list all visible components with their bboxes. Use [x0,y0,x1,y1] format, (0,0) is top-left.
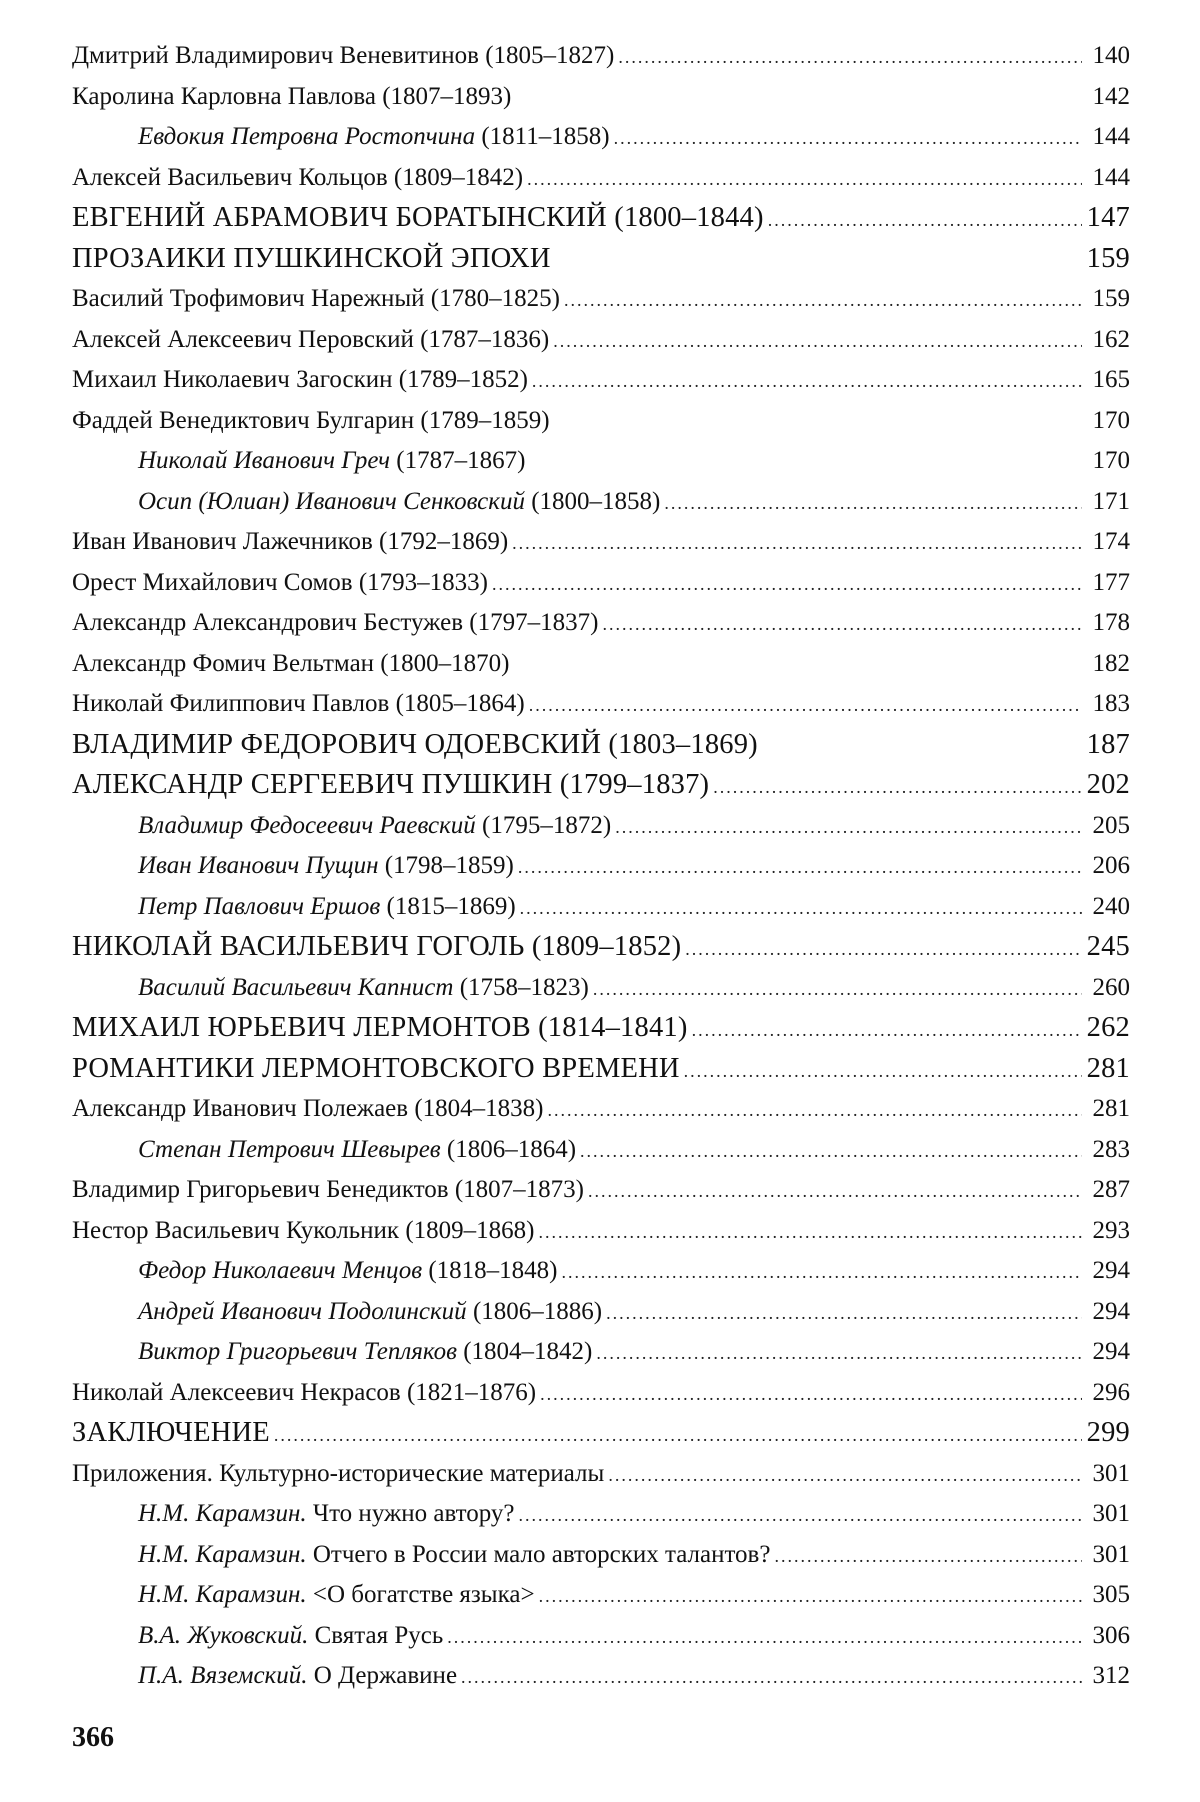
toc-entry [72,1332,1130,1373]
toc-entry-title: ЕВГЕНИЙ АБРАМОВИЧ БОРАТЫНСКИЙ (1800–1844) [72,202,764,233]
toc-entry [72,968,1130,1009]
toc-entry-page: 281 [1086,1052,1130,1084]
toc-entry-title: Иван Иванович Лажечников (1792–1869) [72,528,509,555]
toc-leader-dots [274,1415,1082,1456]
toc-leader-dots [538,1212,1082,1253]
toc-entry [72,1170,1130,1211]
toc-entry-title: Николай Алексеевич Некрасов (1821–1876) [72,1378,537,1406]
toc-entry-title: Алексей Васильевич Кольцов (1809–1842) [72,163,524,191]
toc-entry-page: 171 [1092,487,1130,515]
toc-entry-title [138,1656,457,1697]
toc-entry-page: 178 [1092,609,1130,636]
toc-leader-dots [606,1293,1082,1334]
toc-entry-page: 306 [1092,1621,1130,1649]
toc-entry-page: 301 [1092,1540,1130,1568]
toc-entry-title [138,1575,535,1616]
toc-entry-italic-name: Федор Николаевич Менцов [138,1257,423,1284]
toc-entry-title [138,1251,558,1292]
toc-leader-dots [447,1617,1082,1658]
toc-leader-dots [562,1252,1082,1293]
toc-entry [72,1616,1130,1657]
toc-entry-rest: (1787–1867) [390,447,526,474]
toc-entry-title: АЛЕКСАНДР СЕРГЕЕВИЧ ПУШКИН (1799–1837) [72,769,710,800]
toc-entry [72,1211,1130,1252]
toc-entry-page: 287 [1092,1176,1130,1203]
toc-entry-page: 299 [1086,1417,1130,1448]
toc-entry [72,522,1130,563]
toc-entry-rest: (1818–1848) [422,1257,558,1284]
toc-entry-page: 281 [1092,1095,1130,1122]
toc-entry-page: 162 [1092,325,1130,353]
toc-leader-dots [580,1131,1082,1172]
page-number-folio: 366 [72,1722,114,1753]
toc-entry-title: Каролина Карловна Павлова (1807–1893) [72,82,512,110]
toc-entry-italic-name: Петр Павлович Ершов [138,892,381,920]
toc-entry [72,644,1130,685]
toc-leader-dots [684,1051,1082,1092]
toc-entry-rest: (1795–1872) [475,811,612,839]
toc-entry-page: 159 [1086,242,1130,274]
toc-leader-dots [685,929,1082,970]
toc-entry-rest: (1806–1886) [466,1297,603,1325]
toc-entry-page: 159 [1092,285,1130,312]
toc-entry-italic-name: Николай Иванович Греч [138,447,391,474]
toc-entry-rest: Святая Русь [308,1621,444,1649]
toc-leader-dots [768,200,1082,241]
toc-entry-title [138,968,589,1009]
toc-entry-title [138,806,611,847]
toc-entry [72,1049,1130,1090]
toc-entry-page: 206 [1092,852,1130,879]
toc-entry-page: 147 [1086,202,1130,233]
toc-entry-title [138,887,516,928]
toc-entry-page: 170 [1092,406,1130,434]
toc-leader-dots [618,37,1082,78]
toc-entry-title: Александр Александрович Бестужев (1797–1837) [72,609,599,636]
toc-entry [72,198,1130,239]
toc-leader-dots [529,685,1082,726]
toc-entry [72,401,1130,442]
toc-entry-rest: <О богатстве языка> [306,1581,535,1608]
toc-entry-italic-name: Н.М. Карамзин. [138,1540,307,1568]
toc-leader-dots [461,1657,1082,1698]
toc-entry-italic-name: Осип (Юлиан) Иванович Сенковский [138,487,525,515]
toc-entry-page: 294 [1092,1297,1130,1325]
toc-leader-dots [774,1536,1082,1577]
toc-entry-page: 260 [1092,973,1130,1001]
toc-entry-page: 142 [1092,82,1130,110]
toc-entry-title: Михаил Николаевич Загоскин (1789–1852) [72,366,528,393]
toc-entry [72,1292,1130,1333]
toc-entry-italic-name: Евдокия Петровна Ростопчина [138,123,476,150]
toc-leader-dots [588,1171,1082,1212]
toc-entry [72,36,1130,77]
toc-leader-dots [602,604,1082,645]
toc-entry-page: 187 [1086,728,1130,760]
toc-entry-page: 293 [1092,1216,1130,1244]
toc-entry-title: Дмитрий Владимирович Веневитинов (1805–1827) [72,42,615,69]
toc-entry-page: 305 [1092,1581,1130,1608]
toc-entry-italic-name: Н.М. Карамзин. [138,1581,307,1608]
toc-entry [72,603,1130,644]
table-of-contents [72,36,1130,1697]
toc-entry-page: 240 [1092,892,1130,920]
toc-entry-rest: О Державине [307,1662,458,1689]
toc-entry [72,360,1130,401]
toc-entry [72,563,1130,604]
toc-entry [72,846,1130,887]
toc-entry-italic-name: Андрей Иванович Подолинский [138,1297,467,1325]
toc-entry-rest: (1798–1859) [378,852,514,879]
toc-entry [72,1535,1130,1576]
toc-leader-dots [527,159,1082,200]
toc-entry [72,1575,1130,1616]
toc-entry-rest: Отчего в России мало авторских талантов? [306,1540,771,1568]
toc-entry-page: 294 [1092,1338,1130,1365]
toc-entry [72,1656,1130,1697]
toc-entry-page: 205 [1092,811,1130,839]
toc-entry-title: МИХАИЛ ЮРЬЕВИЧ ЛЕРМОНТОВ (1814–1841) [72,1012,688,1043]
toc-entry-page: 182 [1092,649,1130,677]
toc-entry-rest: (1804–1842) [456,1338,593,1365]
toc-entry-rest: (1800–1858) [524,487,661,515]
toc-entry-italic-name: Степан Петрович Шевырев [138,1135,441,1163]
toc-entry-page: 144 [1092,163,1130,191]
toc-entry-title [138,1535,770,1576]
toc-entry-title: Нестор Васильевич Кукольник (1809–1868) [72,1216,535,1244]
toc-entry-italic-name: Владимир Федосеевич Раевский [138,811,476,839]
toc-entry-italic-name: Иван Иванович Пущин [138,852,379,879]
toc-leader-dots [512,523,1082,564]
toc-leader-dots [492,564,1082,605]
toc-entry-rest: (1811–1858) [475,123,610,150]
toc-leader-dots [539,1576,1082,1617]
toc-entry-rest: (1815–1869) [380,892,516,920]
toc-entry-italic-name: В.А. Жуковский. [138,1621,309,1649]
toc-entry [72,1008,1130,1049]
toc-entry-page: 262 [1086,1012,1130,1043]
toc-leader-dots [564,280,1082,321]
toc-entry [72,441,1130,482]
toc-entry [72,1130,1130,1171]
toc-entry-title [138,482,660,523]
toc-entry-title [138,846,514,887]
toc-entry [72,158,1130,199]
toc-leader-dots [692,1010,1082,1051]
toc-entry-italic-name: Василий Васильевич Капнист [138,973,454,1001]
toc-entry [72,806,1130,847]
toc-entry [72,1089,1130,1130]
toc-entry-title: Алексей Алексеевич Перовский (1787–1836) [72,325,550,353]
toc-leader-dots [593,969,1082,1010]
toc-entry-page: 177 [1092,568,1130,596]
toc-entry-page: 170 [1092,447,1130,474]
toc-entry-title: Орест Михайлович Сомов (1793–1833) [72,568,489,596]
toc-leader-dots [518,847,1082,888]
toc-entry [72,239,1130,280]
toc-leader-dots [540,1374,1082,1415]
toc-leader-dots [547,1090,1082,1131]
toc-entry [72,77,1130,118]
toc-entry [72,887,1130,928]
toc-entry [72,1413,1130,1454]
toc-entry-title: ВЛАДИМИР ФЕДОРОВИЧ ОДОЕВСКИЙ (1803–1869) [72,728,758,760]
toc-entry-page: 165 [1092,366,1130,393]
toc-entry-title [138,1130,576,1171]
toc-entry-title: Фаддей Венедиктович Булгарин (1789–1859) [72,406,550,434]
toc-entry-italic-name: П.А. Вяземский. [138,1662,308,1689]
toc-entry-title [138,1616,443,1657]
toc-entry-page: 245 [1086,931,1130,962]
toc-entry-page: 283 [1092,1135,1130,1163]
toc-leader-dots [532,361,1082,402]
toc-leader-dots [553,321,1082,362]
toc-entry-title: Николай Филиппович Павлов (1805–1864) [72,690,525,717]
toc-entry [72,320,1130,361]
toc-entry-title [138,1332,592,1373]
toc-entry [72,1251,1130,1292]
toc-entry-page: 301 [1092,1459,1130,1487]
toc-entry-italic-name: Виктор Григорьевич Тепляков [138,1338,457,1365]
toc-entry [72,482,1130,523]
toc-leader-dots [615,807,1082,848]
toc-entry [72,725,1130,766]
toc-entry-rest: Что нужно автору? [306,1500,515,1527]
toc-entry-page: 301 [1092,1500,1130,1527]
toc-entry-title: ПРОЗАИКИ ПУШКИНСКОЙ ЭПОХИ [72,242,551,274]
toc-entry [72,684,1130,725]
toc-entry-title [138,441,525,482]
toc-entry-title [138,1494,515,1535]
toc-leader-dots [596,1333,1082,1374]
toc-entry-page: 174 [1092,528,1130,555]
toc-leader-dots [664,483,1082,524]
toc-entry [72,765,1130,806]
toc-entry-page: 183 [1092,690,1130,717]
toc-entry-title: Александр Фомич Вельтман (1800–1870) [72,649,510,677]
toc-entry-title: РОМАНТИКИ ЛЕРМОНТОВСКОГО ВРЕМЕНИ [72,1052,680,1084]
toc-entry-page: 140 [1092,42,1130,69]
toc-entry-rest: (1758–1823) [453,973,589,1001]
toc-leader-dots [519,1495,1082,1536]
toc-entry [72,117,1130,158]
toc-entry [72,927,1130,968]
toc-entry-title: НИКОЛАЙ ВАСИЛЬЕВИЧ ГОГОЛЬ (1809–1852) [72,931,682,962]
toc-entry [72,279,1130,320]
toc-entry-title: Приложения. Культурно-исторические материалы [72,1459,605,1487]
toc-entry [72,1373,1130,1414]
toc-entry-title: Василий Трофимович Нарежный (1780–1825) [72,285,560,312]
toc-leader-dots [608,1455,1082,1496]
toc-entry [72,1494,1130,1535]
toc-entry-title: Владимир Григорьевич Бенедиктов (1807–1873) [72,1176,584,1203]
toc-entry-page: 294 [1092,1257,1130,1284]
toc-entry [72,1454,1130,1495]
toc-entry-title: ЗАКЛЮЧЕНИЕ [72,1417,270,1448]
toc-entry-title [138,1292,602,1333]
toc-leader-dots [713,767,1082,808]
toc-entry-page: 312 [1092,1662,1130,1689]
toc-entry-italic-name: Н.М. Карамзин. [138,1500,307,1527]
toc-entry-rest: (1806–1864) [440,1135,577,1163]
toc-entry-title: Александр Иванович Полежаев (1804–1838) [72,1095,544,1122]
toc-entry-page: 202 [1086,769,1130,800]
toc-entry-title [138,117,610,158]
toc-leader-dots [614,118,1082,159]
toc-entry-page: 144 [1092,123,1130,150]
toc-leader-dots [520,888,1082,929]
toc-entry-page: 296 [1092,1378,1130,1406]
